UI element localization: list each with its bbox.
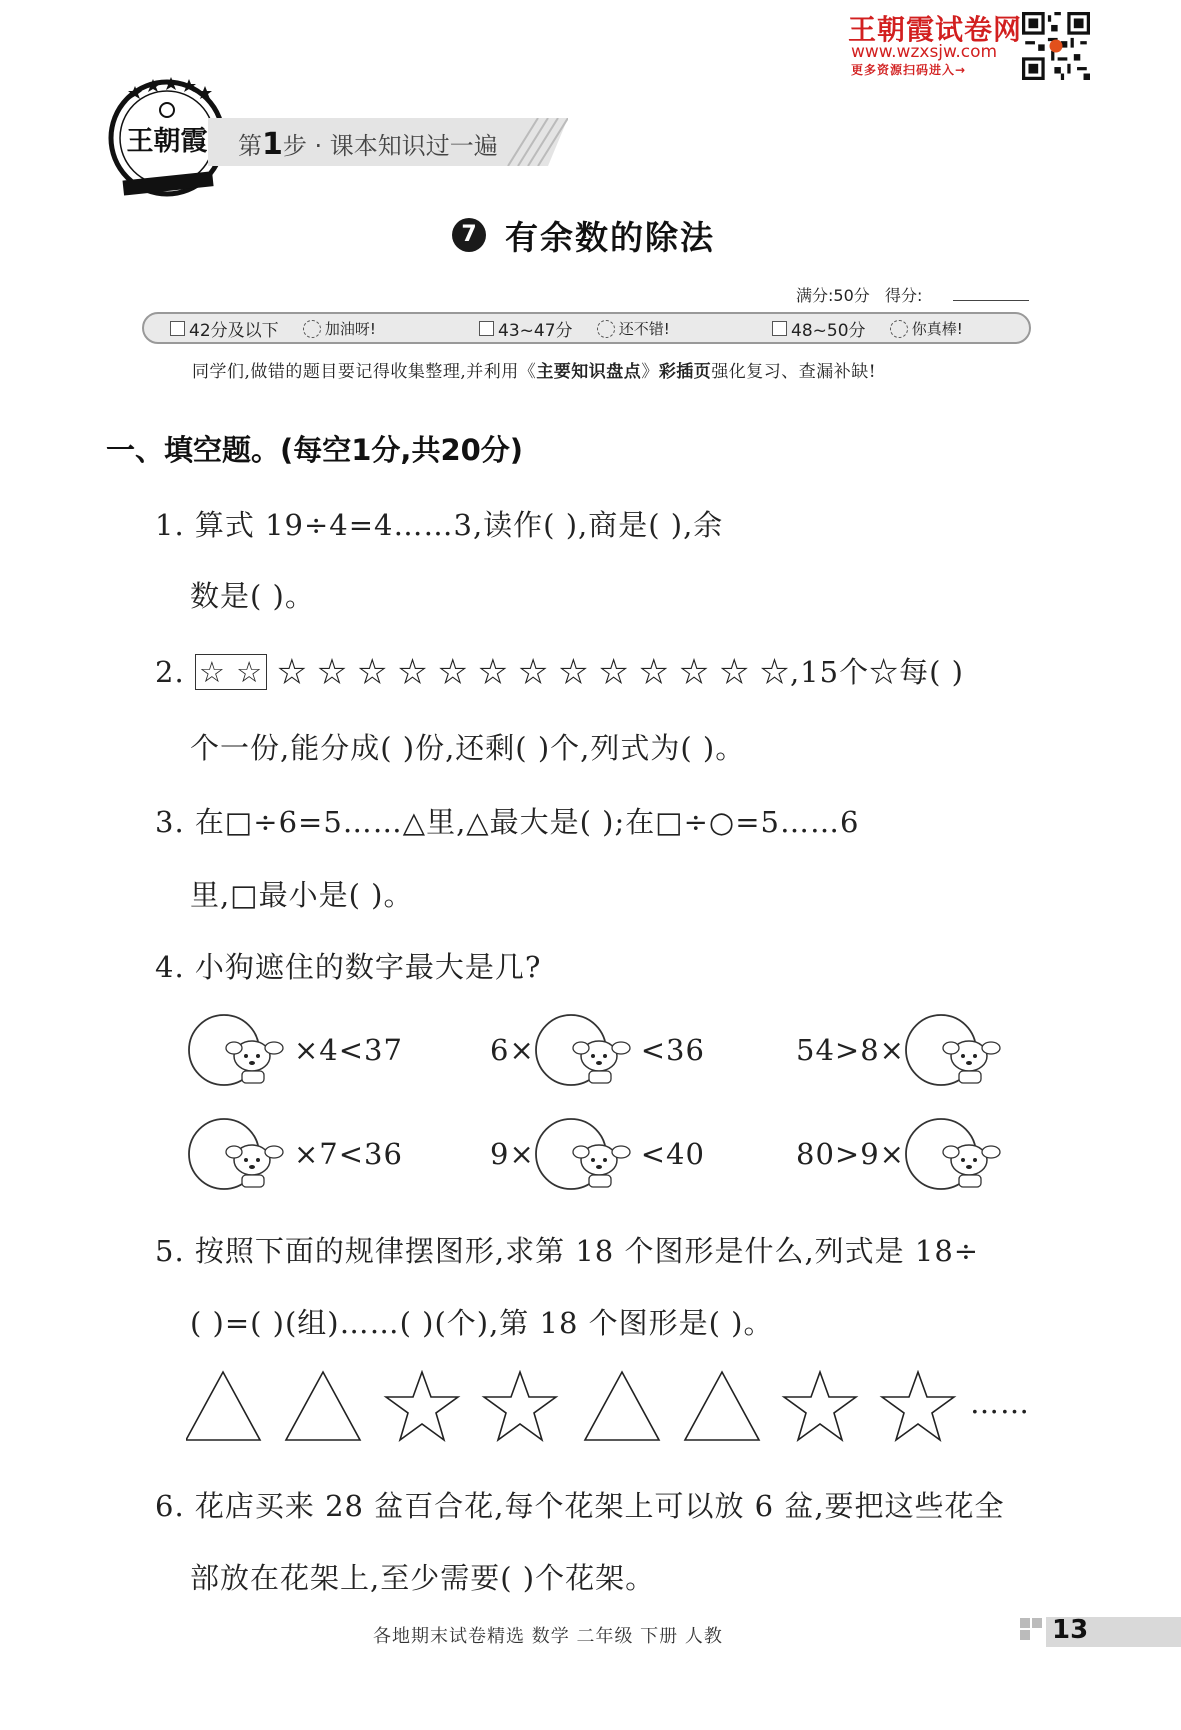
puppy-inequality-1: ×4<37 bbox=[188, 1012, 403, 1088]
question-1-line-1: 1. 算式 19÷4=4……3,读作( ),商是( ),余 bbox=[155, 508, 724, 542]
puppy-icon bbox=[188, 1116, 294, 1192]
puppy-icon bbox=[188, 1012, 294, 1088]
star-shape bbox=[484, 1372, 556, 1440]
grade-segment-low: 42分及以下 加油呀! bbox=[170, 318, 376, 338]
puppy-inequality-3: 54>8× bbox=[796, 1012, 1011, 1088]
grade-checkbox[interactable] bbox=[170, 321, 185, 336]
grade-checkbox[interactable] bbox=[772, 321, 787, 336]
question-1-line-2: 数是( )。 bbox=[190, 579, 315, 613]
face-icon bbox=[597, 320, 615, 338]
boxed-stars: ☆ ☆ bbox=[195, 654, 267, 690]
triangle-shape bbox=[186, 1372, 260, 1440]
puppy-icon bbox=[905, 1012, 1011, 1088]
puppy-icon bbox=[535, 1116, 641, 1192]
puppy-inequality-4: ×7<36 bbox=[188, 1116, 403, 1192]
star-shape bbox=[882, 1372, 954, 1440]
question-2-line-2: 个一份,能分成( )份,还剩( )个,列式为( )。 bbox=[190, 731, 746, 765]
step-number: 1 bbox=[262, 127, 283, 162]
face-icon bbox=[303, 320, 321, 338]
stars-row: ☆ ☆ ☆ ☆ ☆ ☆ ☆ ☆ ☆ ☆ ☆ ☆ ☆ bbox=[277, 655, 790, 689]
question-5-line-1: 5. 按照下面的规律摆图形,求第 18 个图形是什么,列式是 18÷ bbox=[155, 1234, 980, 1268]
question-6-line-2: 部放在花架上,至少需要( )个花架。 bbox=[190, 1561, 656, 1595]
question-3-line-2: 里,□最小是( )。 bbox=[190, 878, 414, 912]
brand-name: 王朝霞试卷网 bbox=[848, 13, 1023, 46]
score-blank[interactable] bbox=[953, 300, 1029, 301]
puppy-icon bbox=[535, 1012, 641, 1088]
seal-name: 王朝霞 bbox=[126, 126, 208, 157]
question-6-line-1: 6. 花店买来 28 盆百合花,每个花架上可以放 6 盆,要把这些花全 bbox=[155, 1489, 1005, 1523]
footer-square-decor bbox=[1032, 1618, 1042, 1628]
footer-book-info: 各地期末试卷精选 数学 二年级 下册 人教 bbox=[373, 1626, 723, 1647]
triangle-shape bbox=[585, 1372, 659, 1440]
triangle-shape bbox=[286, 1372, 360, 1440]
brand-tip: 更多资源扫码进入→ bbox=[851, 63, 967, 77]
lesson-title: 有余数的除法 bbox=[505, 218, 715, 257]
question-4-line-1: 4. 小狗遮住的数字最大是几? bbox=[155, 950, 542, 984]
score-line bbox=[796, 283, 922, 306]
grade-segment-high: 48~50分 你真棒! bbox=[772, 318, 963, 338]
grade-segment-mid: 43~47分 还不错! bbox=[479, 318, 670, 338]
step-banner-text: 第1步 · 课本知识过一遍 bbox=[238, 127, 498, 162]
lesson-number-badge: 7 bbox=[452, 218, 486, 252]
footer-square-decor bbox=[1020, 1618, 1030, 1628]
puppy-inequality-5: 9× <40 bbox=[490, 1116, 705, 1192]
pattern-ellipsis: …… bbox=[970, 1386, 1030, 1420]
puppy-inequality-2: 6× <36 bbox=[490, 1012, 705, 1088]
question-5-line-2: ( )=( )(组)……( )(个),第 18 个图形是( )。 bbox=[190, 1306, 774, 1340]
question-2-line-1: 2. ☆ ☆ ☆ ☆ ☆ ☆ ☆ ☆ ☆ ☆ ☆ ☆ ☆ ☆ ☆,15个☆每( ) bbox=[155, 655, 964, 689]
puppy-icon bbox=[905, 1116, 1011, 1192]
qr-code-icon[interactable] bbox=[1022, 12, 1090, 80]
star-shape bbox=[784, 1372, 856, 1440]
face-icon bbox=[890, 320, 908, 338]
page-number: 13 bbox=[1052, 1615, 1089, 1645]
got-score-label: 得分: bbox=[885, 286, 923, 305]
footer-square-decor bbox=[1020, 1630, 1030, 1640]
shape-pattern-row bbox=[186, 1370, 1046, 1444]
section-heading: 一、填空题。(每空1分,共20分) bbox=[106, 433, 524, 467]
puppy-inequality-6: 80>9× bbox=[796, 1116, 1011, 1192]
grade-checkbox[interactable] bbox=[479, 321, 494, 336]
full-score: 满分:50分 bbox=[796, 286, 870, 305]
triangle-shape bbox=[685, 1372, 759, 1440]
grading-bar bbox=[142, 312, 1031, 344]
notice-text: 同学们,做错的题目要记得收集整理,并利用《主要知识盘点》彩插页强化复习、查漏补缺! bbox=[192, 362, 877, 382]
brand-url[interactable]: www.wzxsjw.com bbox=[851, 42, 998, 62]
star-shape bbox=[386, 1372, 458, 1440]
question-3-line-1: 3. 在□÷6=5……△里,△最大是( );在□÷○=5……6 bbox=[155, 805, 860, 839]
